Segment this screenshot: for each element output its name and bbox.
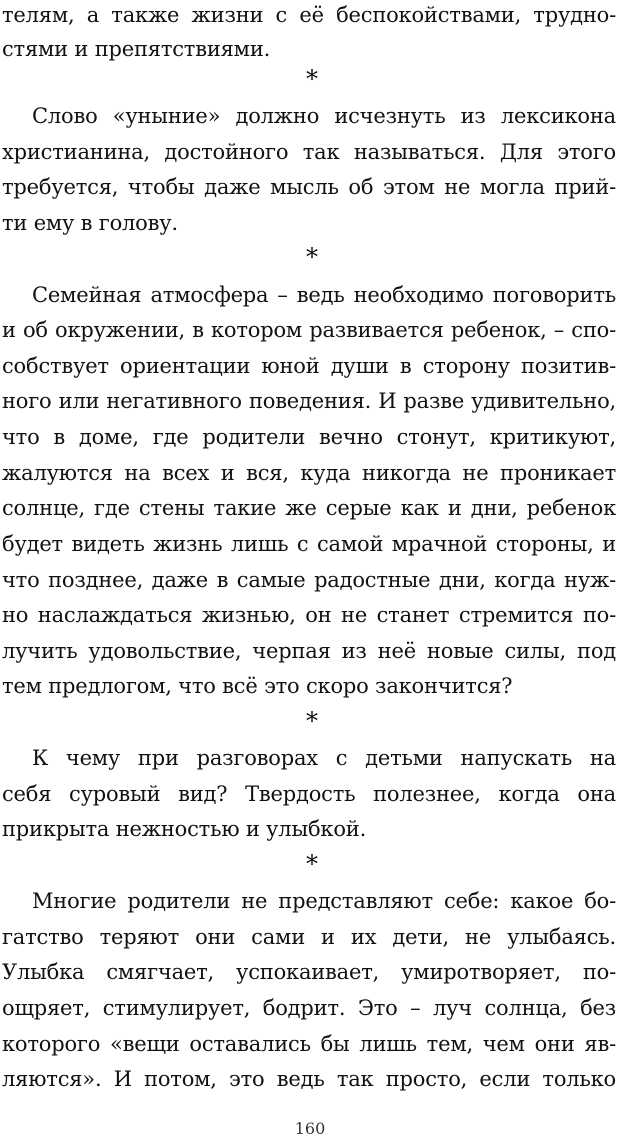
- text-line: ощряет, стимулирует, бодрит. Это – луч солнца, без: [2, 996, 616, 1020]
- text-line: собствует ориентации юной души в сторону позитив-: [2, 354, 616, 378]
- text-line: стями и препятствиями.: [2, 37, 271, 61]
- text-line: что в доме, где родители вечно стонут, критикуют,: [2, 425, 616, 449]
- text-line: ляются». И потом, это ведь так просто, если только: [2, 1067, 616, 1091]
- section-separator: *: [306, 850, 318, 878]
- text-line: ти ему в голову.: [2, 211, 178, 235]
- text-line: Улыбка смягчает, успокаивает, умиротворяет, по-: [2, 960, 616, 984]
- text-line: Семейная атмосфера – ведь необходимо поговорить: [32, 283, 616, 307]
- page-number: 160: [294, 1119, 326, 1138]
- text-line: К чему при разговорах с детьми напускать на: [32, 746, 616, 770]
- section-separator: *: [306, 707, 318, 735]
- text-line: христианина, достойного так называться. Для этого: [2, 140, 616, 164]
- text-line: Многие родители не представляют себе: какое бо-: [32, 889, 616, 913]
- text-line: жалуются на всех и вся, куда никогда не проникает: [2, 461, 616, 485]
- text-line: и об окружении, в котором развивается ребенок, – спо-: [2, 318, 616, 342]
- text-line: лучить удовольствие, черпая из неё новые силы, под: [2, 639, 616, 663]
- text-line: телям, а также жизни с её беспокойствами, трудно-: [2, 3, 616, 27]
- text-line: солнце, где стены такие же серые как и дни, ребенок: [2, 496, 616, 520]
- text-line: тем предлогом, что всё это скоро закончится?: [2, 674, 513, 698]
- section-separator: *: [306, 65, 318, 93]
- text-line: прикрыта нежностью и улыбкой.: [2, 817, 367, 841]
- section-separator: *: [306, 243, 318, 271]
- text-line: себя суровый вид? Твердость полезнее, когда она: [2, 782, 616, 806]
- text-line: но наслаждаться жизнью, он не станет стремится по-: [2, 603, 616, 627]
- text-line: гатство теряют они сами и их дети, не улыбаясь.: [2, 925, 616, 949]
- text-line: ного или негативного поведения. И разве удивительно,: [2, 389, 616, 413]
- text-line: что позднее, даже в самые радостные дни, когда нуж-: [2, 568, 616, 592]
- text-line: требуется, чтобы даже мысль об этом не могла прий-: [2, 175, 616, 199]
- text-line: Слово «уныние» должно исчезнуть из лексикона: [32, 104, 616, 128]
- text-line: будет видеть жизнь лишь с самой мрачной стороны, и: [2, 532, 616, 556]
- text-line: которого «вещи оставались бы лишь тем, чем они яв-: [2, 1032, 616, 1056]
